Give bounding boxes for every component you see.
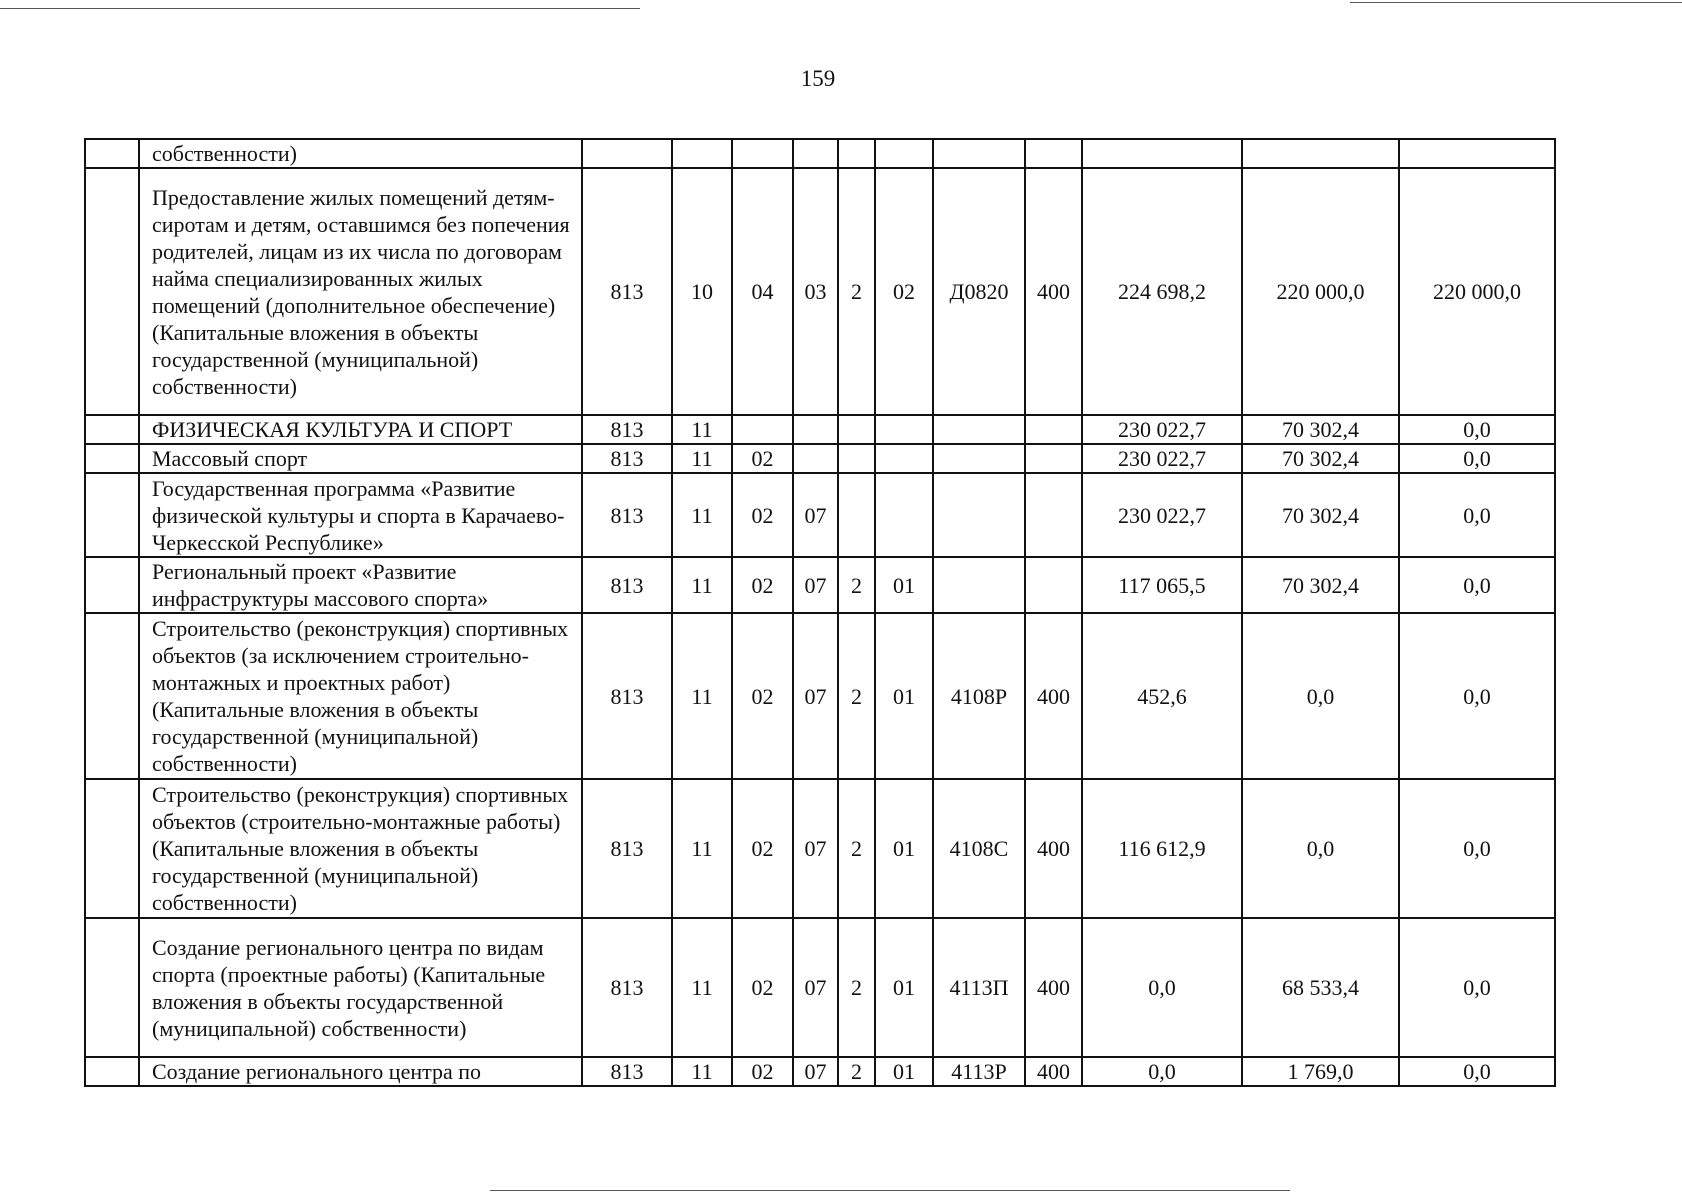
code-gr: 813 — [582, 779, 672, 918]
amount-year-1: 452,6 — [1082, 613, 1242, 779]
code-gr: 813 — [582, 918, 672, 1057]
amount-year-2: 70 302,4 — [1242, 557, 1399, 613]
row-description: Массовый спорт — [139, 444, 582, 473]
code-pr: 02 — [732, 918, 793, 1057]
code-type — [838, 473, 875, 557]
code-program: 03 — [793, 168, 838, 415]
empty-cell — [85, 918, 139, 1057]
code-subprogram: 01 — [875, 918, 933, 1057]
code-rz: 11 — [672, 918, 732, 1057]
amount-year-3: 0,0 — [1399, 557, 1555, 613]
code-gr: 813 — [582, 613, 672, 779]
amount-year-2: 0,0 — [1242, 779, 1399, 918]
empty-cell — [85, 168, 139, 415]
empty-cell — [85, 557, 139, 613]
code-type — [838, 139, 875, 168]
table-row — [85, 557, 1555, 613]
code-direction: 4113П — [933, 918, 1025, 1057]
row-description: Создание регионального центра по видам спорта (проектные работы) (Капитальные вложения в объекты государственной (муниципальной) собственности) — [139, 918, 582, 1057]
code-direction — [933, 415, 1025, 444]
code-pr: 02 — [732, 779, 793, 918]
amount-year-1: 0,0 — [1082, 1057, 1242, 1086]
code-rz: 11 — [672, 613, 732, 779]
amount-year-2: 68 533,4 — [1242, 918, 1399, 1057]
table-row — [85, 473, 1555, 557]
code-direction: Д0820 — [933, 168, 1025, 415]
row-description: ФИЗИЧЕСКАЯ КУЛЬТУРА И СПОРТ — [139, 415, 582, 444]
code-gr: 813 — [582, 415, 672, 444]
amount-year-2: 70 302,4 — [1242, 473, 1399, 557]
table-row — [85, 168, 1555, 415]
code-type: 2 — [838, 168, 875, 415]
empty-cell — [85, 444, 139, 473]
amount-year-3: 0,0 — [1399, 473, 1555, 557]
amount-year-2: 0,0 — [1242, 613, 1399, 779]
code-direction — [933, 557, 1025, 613]
amount-year-3: 0,0 — [1399, 1057, 1555, 1086]
empty-cell — [85, 1057, 139, 1086]
amount-year-1: 0,0 — [1082, 918, 1242, 1057]
code-gr: 813 — [582, 473, 672, 557]
empty-cell — [85, 779, 139, 918]
code-type: 2 — [838, 1057, 875, 1086]
code-vr — [1025, 444, 1082, 473]
code-pr — [732, 415, 793, 444]
code-subprogram: 01 — [875, 557, 933, 613]
code-rz: 11 — [672, 1057, 732, 1086]
code-subprogram — [875, 415, 933, 444]
code-rz: 11 — [672, 415, 732, 444]
code-type: 2 — [838, 557, 875, 613]
code-rz: 11 — [672, 557, 732, 613]
code-rz: 11 — [672, 473, 732, 557]
empty-cell — [85, 139, 139, 168]
code-pr: 02 — [732, 1057, 793, 1086]
code-pr: 02 — [732, 557, 793, 613]
code-vr: 400 — [1025, 1057, 1082, 1086]
table-row — [85, 415, 1555, 444]
code-program: 07 — [793, 473, 838, 557]
amount-year-2: 1 769,0 — [1242, 1057, 1399, 1086]
amount-year-1 — [1082, 139, 1242, 168]
table-row — [85, 613, 1555, 779]
amount-year-1: 224 698,2 — [1082, 168, 1242, 415]
code-vr: 400 — [1025, 918, 1082, 1057]
code-subprogram: 01 — [875, 1057, 933, 1086]
code-program: 07 — [793, 557, 838, 613]
code-subprogram — [875, 139, 933, 168]
code-direction: 4108С — [933, 779, 1025, 918]
code-subprogram: 02 — [875, 168, 933, 415]
row-description: Строительство (реконструкция) спортивных объектов (строительно-монтажные работы) (Капитальные вложения в объекты государственной (муниципальной) собственности) — [139, 779, 582, 918]
code-program: 07 — [793, 918, 838, 1057]
row-description: Региональный проект «Развитие инфраструктуры массового спорта» — [139, 557, 582, 613]
row-description: Государственная программа «Развитие физической культуры и спорта в Карачаево-Черкесской Республике» — [139, 473, 582, 557]
amount-year-2 — [1242, 139, 1399, 168]
empty-cell — [85, 473, 139, 557]
code-program — [793, 139, 838, 168]
code-type — [838, 415, 875, 444]
amount-year-1: 230 022,7 — [1082, 415, 1242, 444]
table-row — [85, 1057, 1555, 1086]
code-direction — [933, 473, 1025, 557]
code-gr: 813 — [582, 557, 672, 613]
amount-year-2: 70 302,4 — [1242, 415, 1399, 444]
code-program: 07 — [793, 613, 838, 779]
code-pr: 04 — [732, 168, 793, 415]
code-vr: 400 — [1025, 168, 1082, 415]
table-row — [85, 779, 1555, 918]
amount-year-1: 117 065,5 — [1082, 557, 1242, 613]
code-subprogram — [875, 444, 933, 473]
table-row — [85, 139, 1555, 168]
amount-year-3: 0,0 — [1399, 415, 1555, 444]
code-vr — [1025, 415, 1082, 444]
row-description: Предоставление жилых помещений детям-сиротам и детям, оставшимся без попечения родителей, лицам из их числа по договорам найма специализированных жилых помещений (дополнительное обеспечение) (Капитальные вложения в объекты государственной (муниципальной) собственности) — [139, 168, 582, 415]
code-type: 2 — [838, 779, 875, 918]
code-program — [793, 415, 838, 444]
code-vr — [1025, 473, 1082, 557]
code-program: 07 — [793, 779, 838, 918]
amount-year-1: 116 612,9 — [1082, 779, 1242, 918]
table-row — [85, 444, 1555, 473]
amount-year-2: 220 000,0 — [1242, 168, 1399, 415]
row-description: Строительство (реконструкция) спортивных объектов (за исключением строительно-монтажных и проектных работ) (Капитальные вложения в объекты государственной (муниципальной) собственности) — [139, 613, 582, 779]
code-gr: 813 — [582, 1057, 672, 1086]
code-subprogram: 01 — [875, 613, 933, 779]
amount-year-3 — [1399, 139, 1555, 168]
code-program — [793, 444, 838, 473]
empty-cell — [85, 415, 139, 444]
amount-year-2: 70 302,4 — [1242, 444, 1399, 473]
code-program: 07 — [793, 1057, 838, 1086]
code-rz: 11 — [672, 779, 732, 918]
code-rz: 10 — [672, 168, 732, 415]
code-direction — [933, 444, 1025, 473]
code-pr — [732, 139, 793, 168]
code-pr: 02 — [732, 613, 793, 779]
page-number: 159 — [800, 66, 836, 91]
code-subprogram — [875, 473, 933, 557]
code-gr: 813 — [582, 168, 672, 415]
code-pr: 02 — [732, 444, 793, 473]
code-direction — [933, 139, 1025, 168]
amount-year-1: 230 022,7 — [1082, 444, 1242, 473]
amount-year-3: 0,0 — [1399, 779, 1555, 918]
code-vr: 400 — [1025, 779, 1082, 918]
code-vr: 400 — [1025, 613, 1082, 779]
amount-year-1: 230 022,7 — [1082, 473, 1242, 557]
code-pr: 02 — [732, 473, 793, 557]
code-type: 2 — [838, 918, 875, 1057]
code-rz — [672, 139, 732, 168]
budget-table — [84, 138, 1556, 1087]
code-gr: 813 — [582, 444, 672, 473]
table-row — [85, 918, 1555, 1057]
amount-year-3: 0,0 — [1399, 444, 1555, 473]
row-description: собственности) — [139, 139, 582, 168]
code-vr — [1025, 557, 1082, 613]
row-description: Создание регионального центра по — [139, 1057, 582, 1086]
amount-year-3: 220 000,0 — [1399, 168, 1555, 415]
amount-year-3: 0,0 — [1399, 613, 1555, 779]
code-gr — [582, 139, 672, 168]
empty-cell — [85, 613, 139, 779]
code-direction: 4113Р — [933, 1057, 1025, 1086]
code-type — [838, 444, 875, 473]
code-direction: 4108Р — [933, 613, 1025, 779]
code-subprogram: 01 — [875, 779, 933, 918]
code-vr — [1025, 139, 1082, 168]
amount-year-3: 0,0 — [1399, 918, 1555, 1057]
code-rz: 11 — [672, 444, 732, 473]
code-type: 2 — [838, 613, 875, 779]
